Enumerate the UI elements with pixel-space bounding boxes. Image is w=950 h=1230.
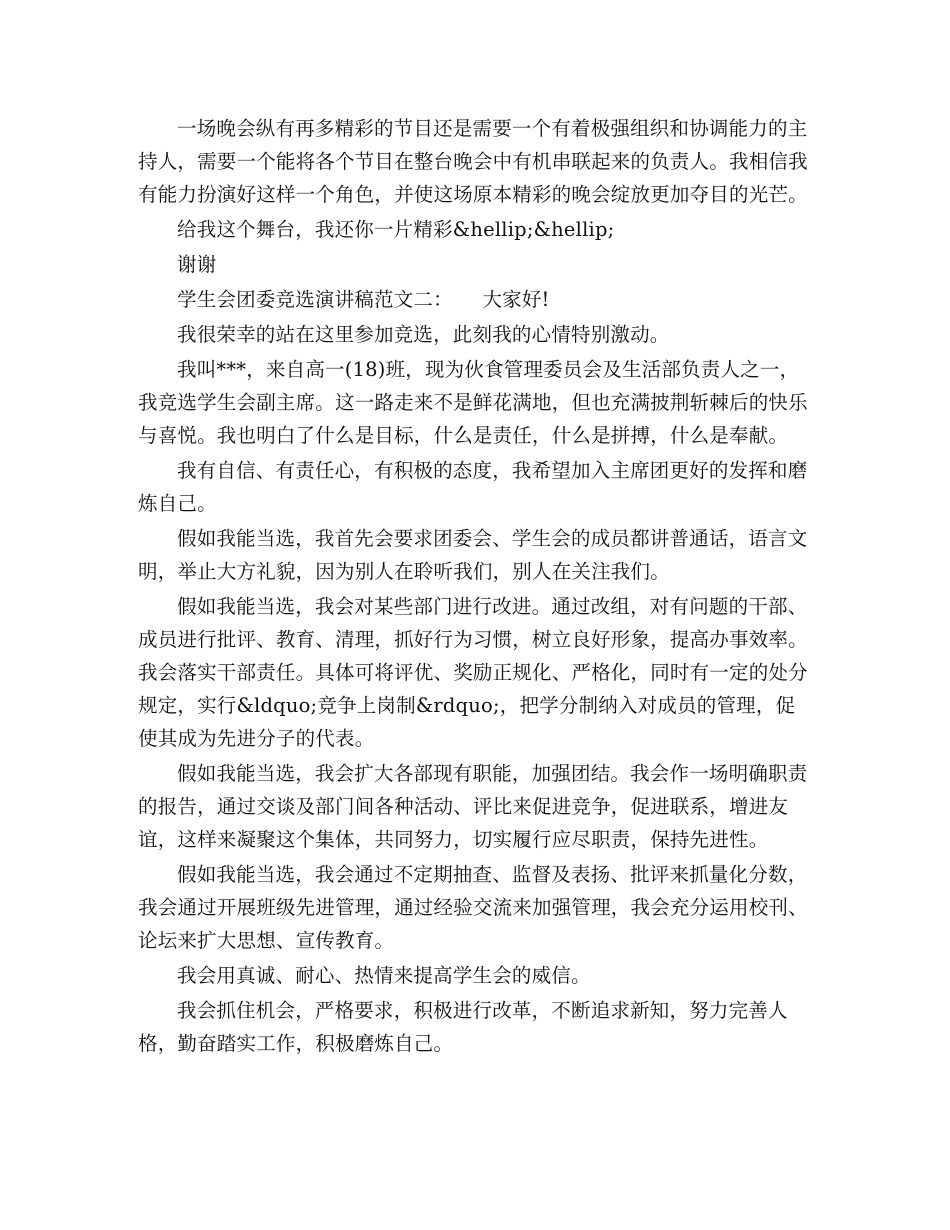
paragraph: 假如我能当选，我首先会要求团委会、学生会的成员都讲普通话，语言文明，举止大方礼貌，因为别人在聆听我们，别人在关注我们。 [138, 527, 808, 583]
paragraph: 我很荣幸的站在这里参加竞选，此刻我的心情特别激动。 [177, 323, 670, 346]
document-page [138, 112, 814, 1060]
section-heading: 学生会团委竞选演讲稿范文二： 大家好! [177, 288, 550, 311]
paragraph: 假如我能当选，我会扩大各部现有职能，加强团结。我会作一场明确职责的报告，通过交谈及部门间各种活动、评比来促进竞争，促进联系，增进友谊，这样来凝聚这个集体，共同努力，切实履行应尽职责，保持先进性。 [138, 762, 808, 851]
paragraph: 一场晚会纵有再多精彩的节目还是需要一个有着极强组织和协调能力的主持人，需要一个能将各个节目在整台晚会中有机串联起来的负责人。我相信我有能力扮演好这样一个角色，并使这场原本精彩的晚会绽放更加夺目的光芒。 [138, 117, 808, 206]
paragraph: 我有自信、有责任心，有积极的态度，我希望加入主席团更好的发挥和磨炼自己。 [138, 459, 808, 515]
paragraph: 我叫***，来自高一(18)班，现为伙食管理委员会及生活部负责人之一，我竞选学生会副主席。这一路走来不是鲜花满地，但也充满披荆斩棘后的快乐与喜悦。我也明白了什么是目标，什么是责任，什么是拼搏，什么是奉献。 [138, 358, 808, 447]
paragraph: 给我这个舞台，我还你一片精彩&hellip;&hellip; [177, 218, 615, 241]
paragraph: 我会用真诚、耐心、热情来提高学生会的威信。 [177, 964, 591, 987]
paragraph: 假如我能当选，我会对某些部门进行改进。通过改组，对有问题的干部、成员进行批评、教育、清理，抓好行为习惯，树立良好形象，提高办事效率。我会落实干部责任。具体可将评优、奖励正规化、严格化，同时有一定的处分规定，实行&ldquo;竞争上岗制&rdquo;，把学分制纳入对成员的管理，促使其成为先进分子的代表。 [138, 595, 808, 750]
paragraph: 假如我能当选，我会通过不定期抽查、监督及表扬、批评来抓量化分数，我会通过开展班级先进管理，通过经验交流来加强管理，我会充分运用校刊、论坛来扩大思想、宣传教育。 [138, 863, 808, 952]
paragraph: 我会抓住机会，严格要求，积极进行改革，不断追求新知，努力完善人格，勤奋踏实工作，积极磨炼自己。 [138, 999, 788, 1055]
paragraph: 谢谢 [177, 253, 217, 276]
